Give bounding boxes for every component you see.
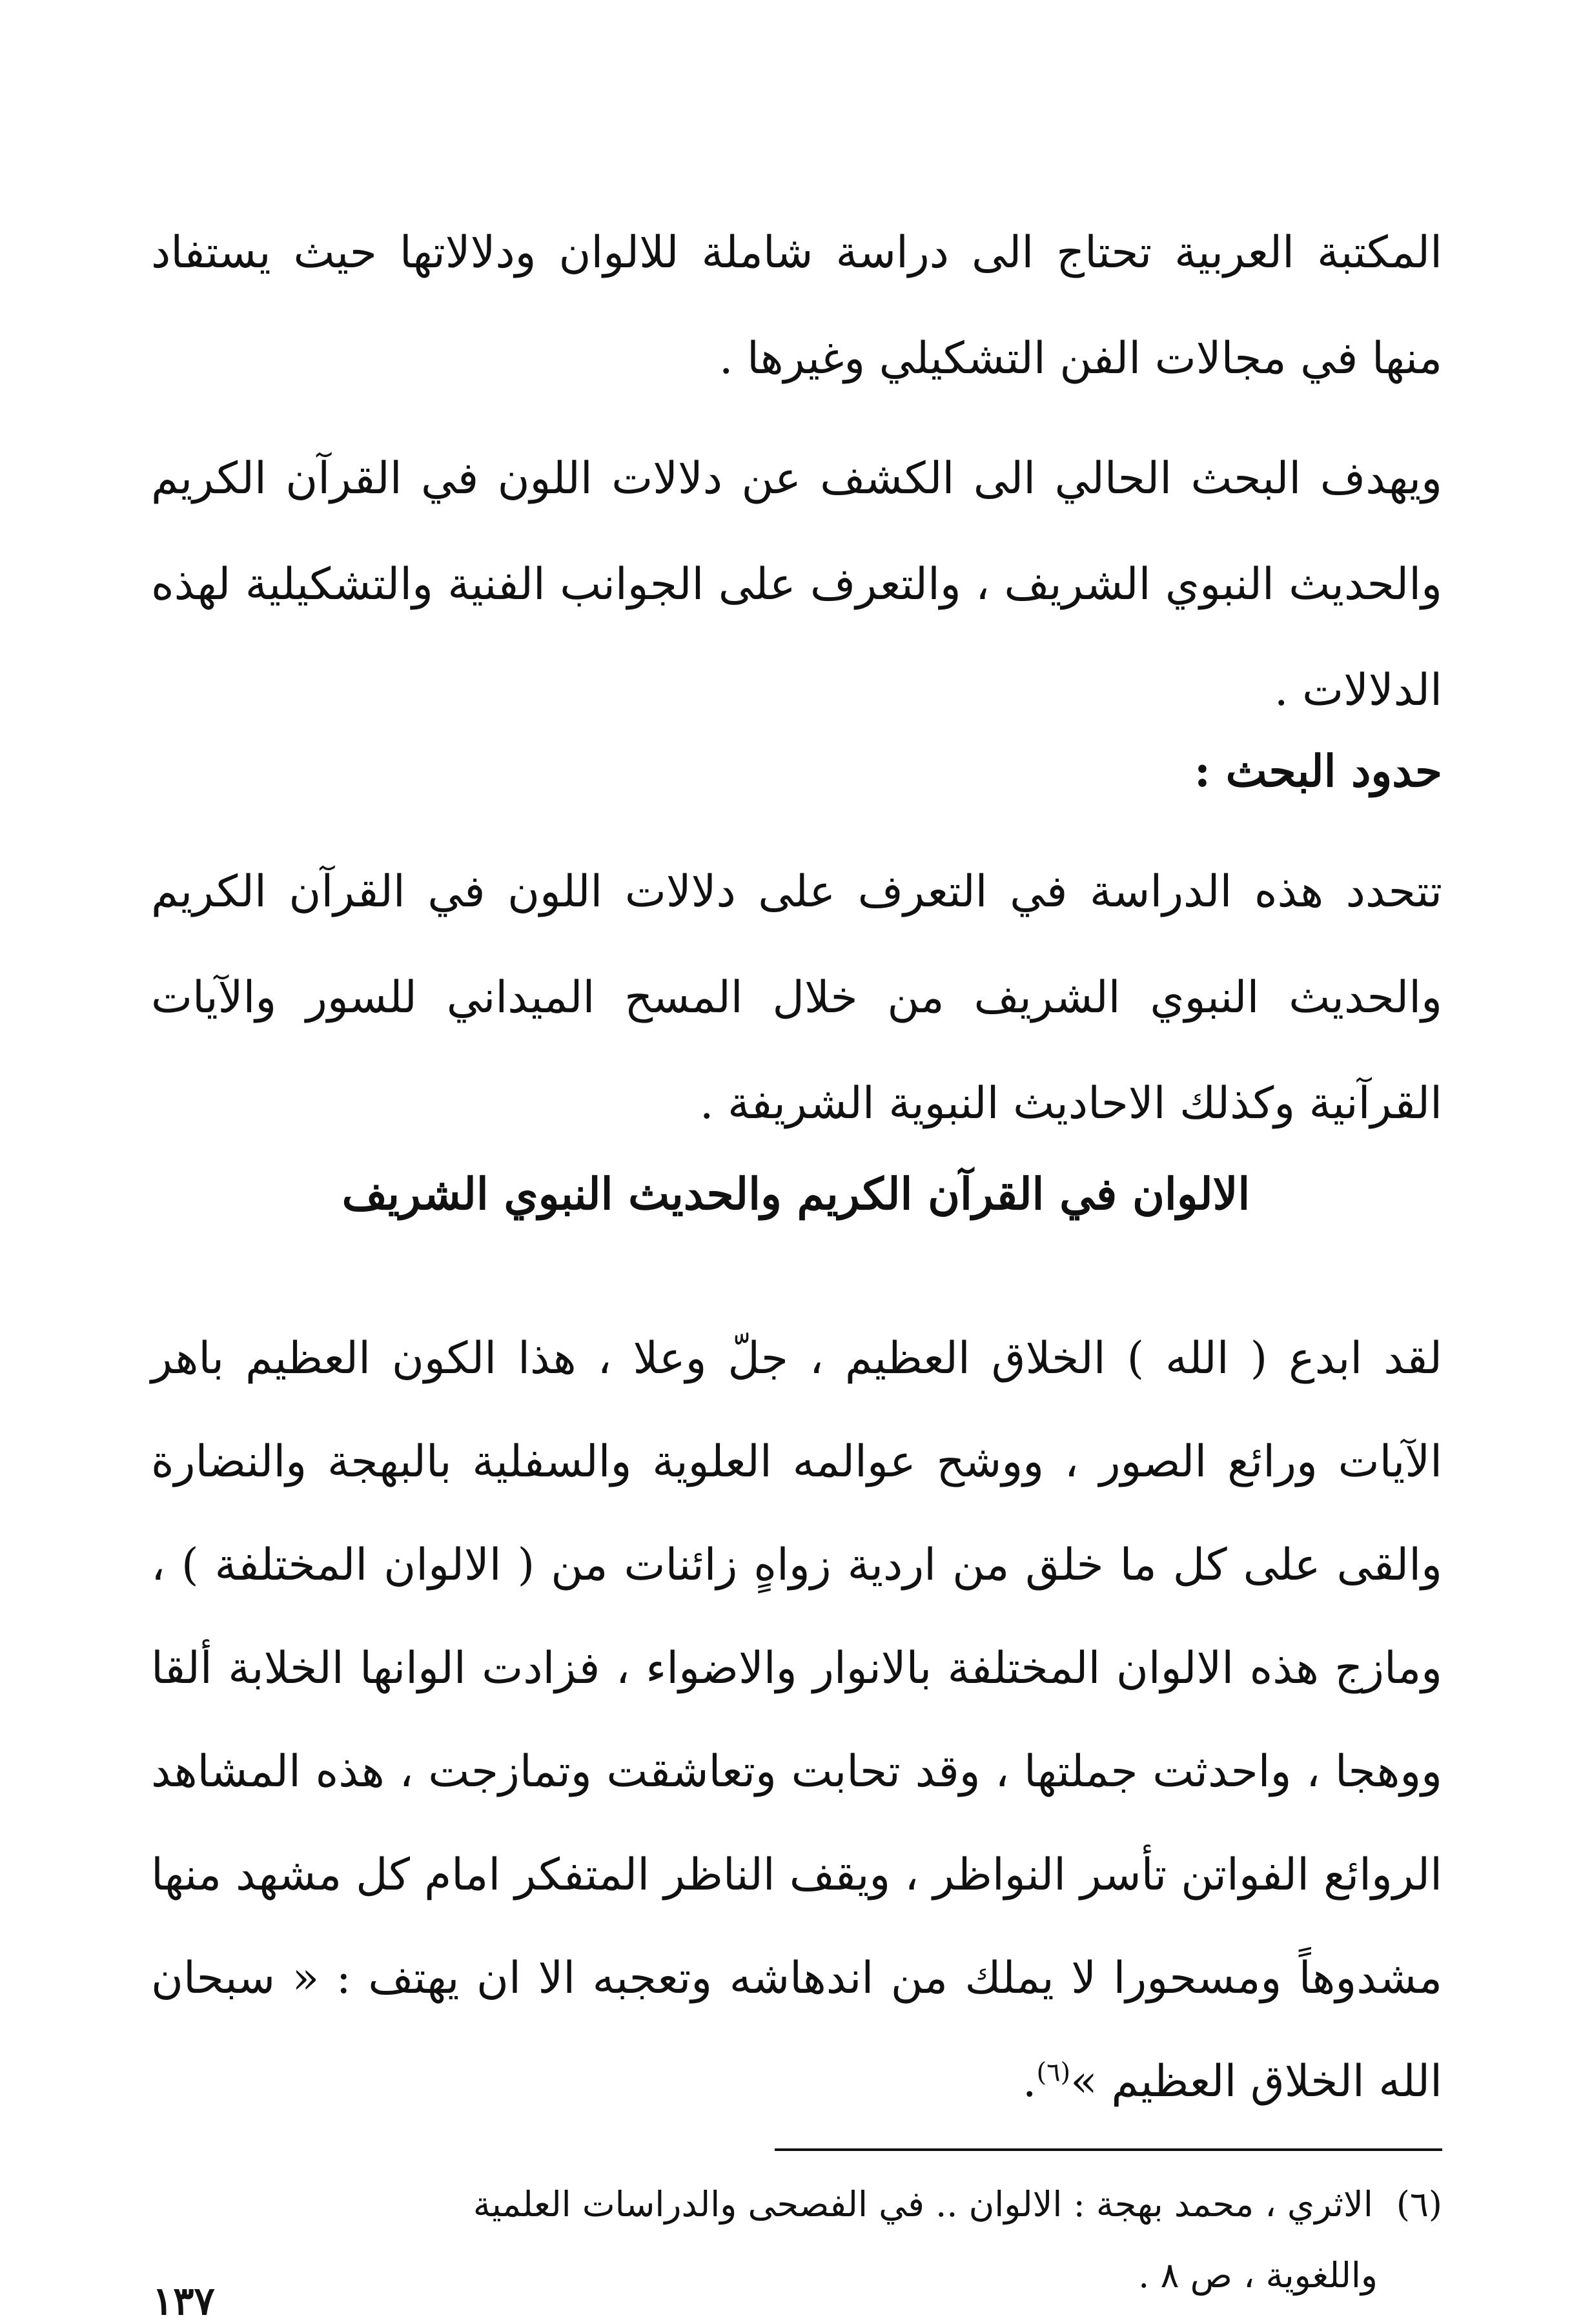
heading-research-limits: حدود البحث : [1194, 746, 1442, 797]
footnote-line-1: الاثري ، محمد بهجة : الالوان .. في الفصحى والدراسات العلمية [473, 2184, 1373, 2225]
footnote-reference[interactable]: (٦) [1036, 2057, 1071, 2088]
paragraph-main [151, 1307, 1442, 2134]
paragraph-main-end: . [1022, 2056, 1037, 2107]
footnote-number: (٦) [1396, 2184, 1442, 2225]
footnote [151, 2169, 1442, 2311]
paragraph-intro: المكتبة العربية تحتاج الى دراسة شاملة للالوان ودلالاتها حيث يستفاد منها في مجالات الفن التشكيلي وغيرها . [151, 227, 1442, 384]
footnote-divider [775, 2148, 1442, 2151]
footnote-line-2: واللغوية ، ص ٨ . [1138, 2255, 1378, 2296]
paragraph-main-block [151, 1307, 1442, 2134]
paragraph-aim: ويهدف البحث الحالي الى الكشف عن دلالات اللون في القرآن الكريم والحديث النبوي الشريف ، والتعرف على الجوانب الفنية والتشكيلية لهذه الدلالات . [151, 453, 1442, 716]
paragraph-main-text: لقد ابدع ( الله ) الخلاق العظيم ، جلّ وعلا ، هذا الكون العظيم باهر الآيات ورائع الصور ، ووشح عوالمه العلوية والسفلية بالبهجة والنضارة والقى على كل ما خلق من اردية زواهٍ زائنات من ( الالوان المختلفة ) ، ومازج هذه الالوان المختلفة بالانوار والاضواء ، فزادت الوانها الخلابة ألقا ووهجا ، واحدثت جملتها ، وقد تحابت وتعاشقت وتمازجت ، هذه المشاهد الروائع الفواتن تأسر النواظر ، ويقف الناظر المتفكر امام كل مشهد منها مشدوهاً ومسحورا لا يملك من اندهاشه وتعجبه الا ان يهتف : « سبحان الله الخلاق العظيم » [151, 1333, 1442, 2107]
page-number: ١٣٧ [152, 2279, 215, 2324]
paragraph-limits-block [151, 839, 1442, 1157]
section-heading: الالوان في القرآن الكريم والحديث النبوي الشريف [342, 1168, 1250, 1220]
paragraph-limits: تتحدد هذه الدراسة في التعرف على دلالات اللون في القرآن الكريم والحديث النبوي الشريف من خلال المسح الميداني للسور والآيات القرآنية وكذلك الاحاديث النبوية الشريفة . [151, 866, 1442, 1129]
paragraph-intro-block [151, 200, 1442, 412]
paragraph-aim-block [151, 426, 1442, 744]
